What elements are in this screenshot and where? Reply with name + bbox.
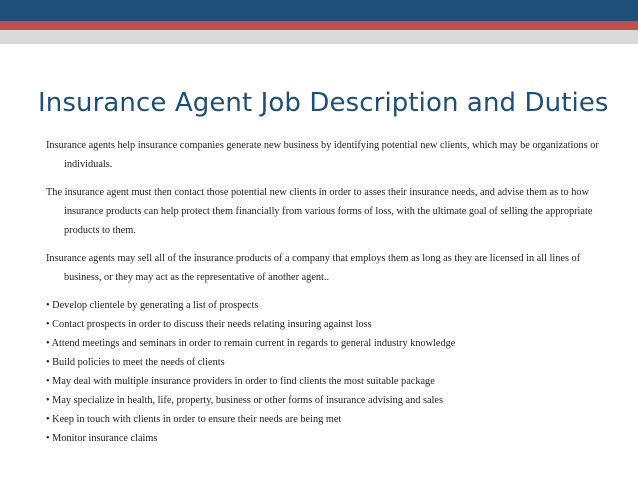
header-band-gray xyxy=(0,30,638,44)
duty-item: • May deal with multiple insurance providers in order to find clients the most suitable package xyxy=(46,376,435,387)
slide-title: Insurance Agent Job Description and Duties xyxy=(38,88,609,118)
licensing-paragraph: Insurance agents may sell all of the insurance products of a company that employs them as long as they are licensed in all lines of business, or they may act as the representative of another agent.. xyxy=(46,253,581,283)
intro-paragraph: Insurance agents help insurance companies generate new business by identifying potential new clients, which may be organizations or individuals. xyxy=(46,140,599,170)
duties-list xyxy=(46,296,616,448)
contact-paragraph: The insurance agent must then contact those potential new clients in order to asses their insurance needs, and advise them as to how insurance products can help protect them financially from various forms of loss, with the ultimate goal of selling the appropriate products to them. xyxy=(46,187,593,236)
duty-item: • May specialize in health, life, property, business or other forms of insurance advising and sales xyxy=(46,395,443,406)
header-band-navy xyxy=(0,0,638,21)
duty-item: • Monitor insurance claims xyxy=(46,433,158,444)
duty-item: • Build policies to meet the needs of clients xyxy=(46,357,225,368)
duty-item: • Attend meetings and seminars in order to remain current in regards to general industry knowledge xyxy=(46,338,456,349)
slide-body xyxy=(46,136,616,448)
header-band-red xyxy=(0,21,638,30)
duty-item: • Develop clientele by generating a list of prospects xyxy=(46,300,259,311)
duty-item: • Contact prospects in order to discuss their needs relating insuring against loss xyxy=(46,319,372,330)
duty-item: • Keep in touch with clients in order to ensure their needs are being met xyxy=(46,414,342,425)
